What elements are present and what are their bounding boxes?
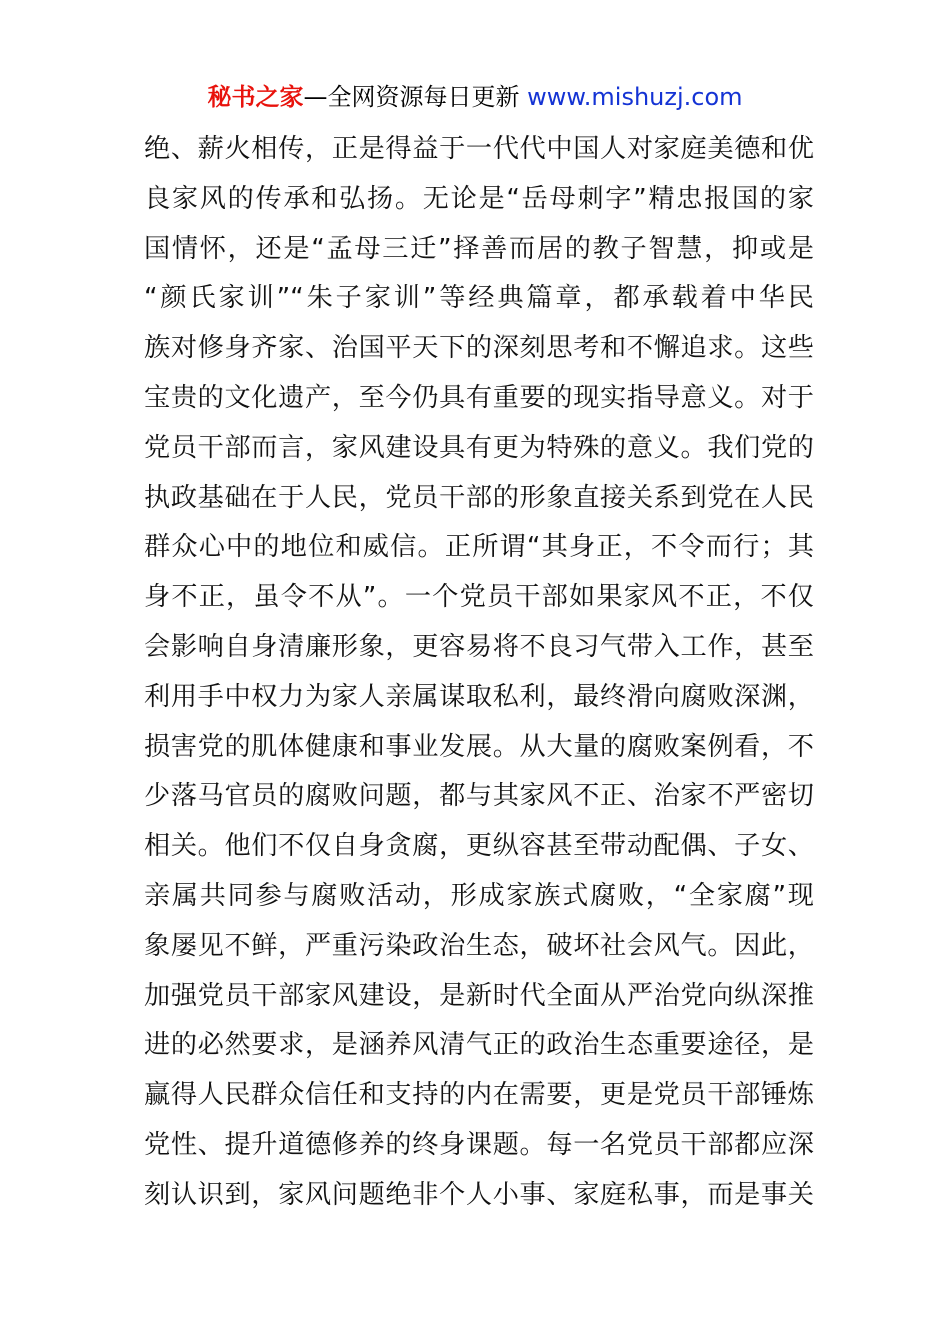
text-line: 刻认识到，家风问题绝非个人小事、家庭私事，而是事关 <box>144 1179 814 1210</box>
page-header <box>0 80 950 114</box>
text-line: 绝、薪火相传，正是得益于一代代中国人对家庭美德和优 <box>144 134 814 164</box>
site-tagline: —全网资源每日更新 <box>303 83 520 111</box>
document-body <box>144 125 814 1221</box>
text-line: 象屡见不鲜，严重污染政治生态，破坏社会风气。因此， <box>144 930 814 961</box>
site-url-link[interactable]: www.mishuzj.com <box>527 83 743 111</box>
text-line: 党性、提升道德修养的终身课题。每一名党员干部都应深 <box>144 1129 814 1160</box>
text-line: 少落马官员的腐败问题，都与其家风不正、治家不严密切 <box>144 781 814 812</box>
text-line: 会影响自身清廉形象，更容易将不良习气带入工作，甚至 <box>144 631 814 662</box>
text-line: 执政基础在于人民，党员干部的形象直接关系到党在人民 <box>144 482 814 513</box>
text-line: 党员干部而言，家风建设具有更为特殊的意义。我们党的 <box>144 432 814 463</box>
text-line: 赢得人民群众信任和支持的内在需要，更是党员干部锤炼 <box>144 1080 814 1111</box>
text-line: 良家风的传承和弘扬。无论是“岳母刺字”精忠报国的家 <box>144 183 814 214</box>
site-brand: 秘书之家 <box>207 83 304 111</box>
text-line: 国情怀，还是“孟母三迁”择善而居的教子智慧，抑或是 <box>144 233 814 264</box>
text-line: 相关。他们不仅自身贪腐，更纵容甚至带动配偶、子女、 <box>144 831 814 862</box>
text-line: 亲属共同参与腐败活动，形成家族式腐败，“全家腐”现 <box>144 880 814 911</box>
text-line: 加强党员干部家风建设，是新时代全面从严治党向纵深推 <box>144 980 814 1011</box>
text-line: 身不正，虽令不从”。一个党员干部如果家风不正，不仅 <box>144 582 814 613</box>
text-line: “颜氏家训”“朱子家训”等经典篇章，都承载着中华民 <box>144 283 814 314</box>
text-line: 群众心中的地位和威信。正所谓“其身正，不令而行；其 <box>144 532 814 563</box>
text-line: 进的必然要求，是涵养风清气正的政治生态重要途径，是 <box>144 1030 814 1061</box>
text-line: 族对修身齐家、治国平天下的深刻思考和不懈追求。这些 <box>144 333 814 364</box>
text-line: 利用手中权力为家人亲属谋取私利，最终滑向腐败深渊， <box>144 681 814 712</box>
text-line: 宝贵的文化遗产，至今仍具有重要的现实指导意义。对于 <box>144 382 814 413</box>
text-line: 损害党的肌体健康和事业发展。从大量的腐败案例看，不 <box>144 731 814 762</box>
